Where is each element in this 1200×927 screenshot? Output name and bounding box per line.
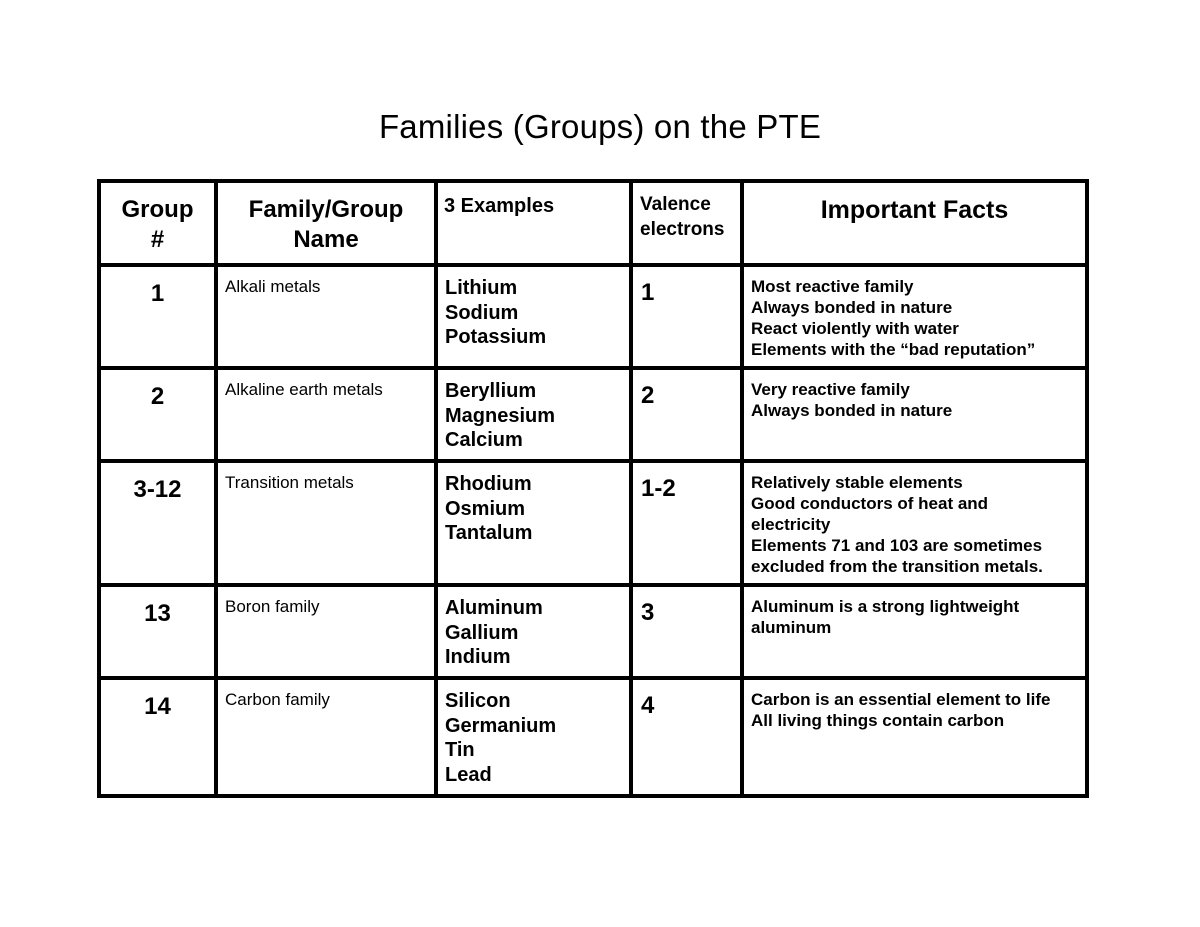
table-row — [99, 585, 1087, 678]
table-row — [99, 678, 1087, 796]
families-table — [97, 179, 1089, 798]
family-name-cell: Carbon family — [216, 678, 436, 796]
table-row — [99, 368, 1087, 461]
families-table-container — [97, 179, 1089, 798]
header-group-number: Group # — [99, 181, 216, 265]
facts-cell: Most reactive family Always bonded in nature React violently with water Elements with the “bad reputation” — [742, 265, 1087, 368]
table-header-row — [99, 181, 1087, 265]
group-number-cell: 2 — [99, 368, 216, 461]
page-title: Families (Groups) on the PTE — [378, 108, 822, 145]
family-name-cell: Boron family — [216, 585, 436, 678]
header-valence-electrons: Valence electrons — [631, 181, 742, 265]
examples-cell: Aluminum Gallium Indium — [436, 585, 631, 678]
facts-cell: Relatively stable elements Good conductors of heat and electricity Elements 71 and 103 are sometimes excluded from the transition metals. — [742, 461, 1087, 585]
examples-cell: Silicon Germanium Tin Lead — [436, 678, 631, 796]
table-row — [99, 461, 1087, 585]
family-name-cell: Alkali metals — [216, 265, 436, 368]
header-examples: 3 Examples — [436, 181, 631, 265]
valence-cell: 3 — [631, 585, 742, 678]
examples-cell: Lithium Sodium Potassium — [436, 265, 631, 368]
group-number-cell: 14 — [99, 678, 216, 796]
family-name-cell: Transition metals — [216, 461, 436, 585]
examples-cell: Beryllium Magnesium Calcium — [436, 368, 631, 461]
header-important-facts: Important Facts — [742, 181, 1087, 265]
table-row — [99, 265, 1087, 368]
facts-cell: Carbon is an essential element to life All living things contain carbon — [742, 678, 1087, 796]
valence-cell: 2 — [631, 368, 742, 461]
valence-cell: 4 — [631, 678, 742, 796]
group-number-cell: 1 — [99, 265, 216, 368]
facts-cell: Very reactive family Always bonded in nature — [742, 368, 1087, 461]
family-name-cell: Alkaline earth metals — [216, 368, 436, 461]
group-number-cell: 3-12 — [99, 461, 216, 585]
valence-cell: 1-2 — [631, 461, 742, 585]
facts-cell: Aluminum is a strong lightweight aluminum — [742, 585, 1087, 678]
examples-cell: Rhodium Osmium Tantalum — [436, 461, 631, 585]
valence-cell: 1 — [631, 265, 742, 368]
header-family-name: Family/Group Name — [216, 181, 436, 265]
group-number-cell: 13 — [99, 585, 216, 678]
